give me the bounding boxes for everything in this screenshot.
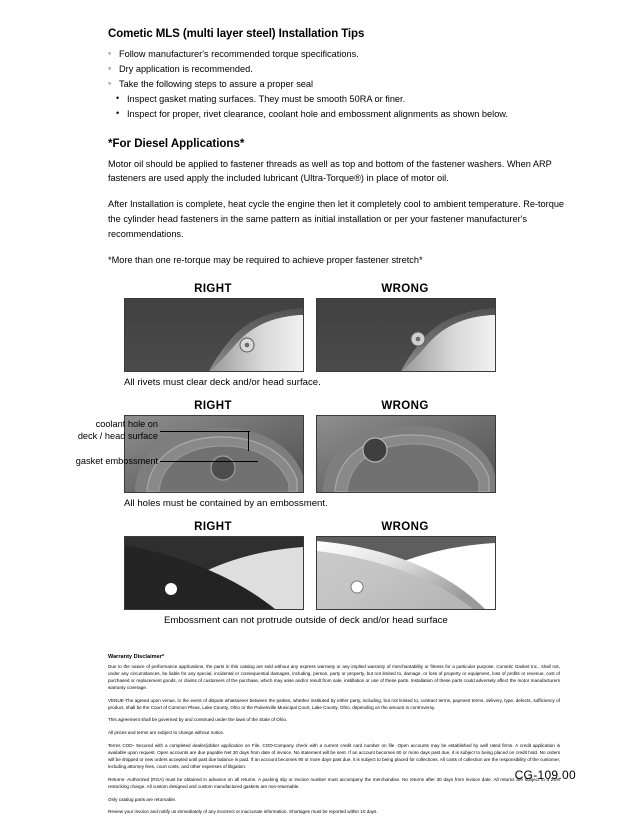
figure-caption-holes: All holes must be contained by an embossment.: [124, 498, 328, 510]
figure-row-holes: [40, 400, 578, 493]
warranty-disclaimer: [108, 654, 560, 816]
callout-line-embossment: [160, 461, 258, 462]
list-item: ◦ Take the following steps to assure a proper seal: [108, 77, 578, 92]
figure-caption-rivets: All rivets must clear deck and/or head surface.: [124, 377, 321, 389]
figure-image-right-protrude: [124, 536, 304, 610]
installation-tips-list: [108, 47, 578, 92]
list-item: • Inspect for proper, rivet clearance, coolant hole and embossment alignments as shown below.: [116, 107, 578, 122]
warranty-paragraph: Review your invoice and notify us immediately of any incorrect or inaccurate information. Shortages must be reported within 10 days.: [108, 809, 378, 815]
callout-line-coolant: [160, 431, 250, 432]
list-item: ◦ Follow manufacturer's recommended torque specifications.: [108, 47, 578, 62]
figure-right-holes: [124, 400, 302, 493]
figure-label-right-3: RIGHT: [194, 521, 232, 534]
figure-image-wrong-holes: [316, 415, 496, 493]
caption-wrap-rivets: [124, 377, 494, 388]
figure-image-wrong-protrude: [316, 536, 496, 610]
warranty-paragraph: Returns- Authorized (RGA) must be obtained in advance on all returns. A packing slip or invoice number must accompany the merchandise. No returns after 30 days from invoice date. All returns are subject to a 25% restocking charge. All custom designed and custom manufactured gaskets are non-returnable.: [108, 776, 560, 789]
diesel-section-heading: *For Diesel Applications*: [108, 137, 245, 150]
document-code: CG-109.00: [514, 768, 576, 782]
callout-gasket-embossment: [58, 455, 158, 467]
warranty-paragraph: Due to the nature of performance applications, the parts in this catalog are sold without any express warranty or any implied warranty of merchantability or fitness for a particular purpose. Cometic Gasket Inc., shall not, under any circumstances, be liable for any special, incidental or consequential damages, including, person, party or property, but not limited to, damage, or loss of property or equipment, loss of profits or revenue, cost of purchased or replacement goods, or claims of customers of the purchase, which may arise and/or result from sale, instillation or use of these parts. Installation of these parts could adversely affect the motor manufacturers warranty coverage.: [108, 664, 560, 690]
figure-row-rivets: [40, 283, 578, 372]
callout-coolant-hole: [18, 418, 158, 443]
callout-coolant-hole-line2: deck / head surface: [77, 431, 158, 442]
caption-wrap-protrude: [164, 615, 504, 626]
list-item: ◦ Dry application is recommended.: [108, 62, 578, 77]
callout-line-coolant-vert: [248, 431, 249, 451]
installation-sub-list: [108, 92, 578, 122]
figure-row-protrude: [40, 521, 578, 610]
figure-right-rivets: [124, 283, 302, 372]
figure-label-wrong-2: WRONG: [381, 400, 429, 413]
list-item: • Inspect gasket mating surfaces. They must be smooth 50RA or finer.: [116, 92, 578, 107]
figure-image-wrong-rivets: [316, 298, 496, 372]
figure-label-wrong: WRONG: [381, 283, 429, 296]
figures-section: [40, 283, 578, 626]
figure-label-right: RIGHT: [194, 283, 232, 296]
warranty-paragraph: VENUE-The agreed upon venue, in the event of dispute whatsoever between the parties, whether instituted by either party, including, but not limited to, contract terms, payment terms, delivery, type, defects, sufficiency of product, shall be the Court of Common Pleas, Lake County, Ohio or the Painesville Municipal Court, Lake County, Ohio, depending on the amount in controversy.: [108, 697, 560, 710]
figure-image-right-rivets: [124, 298, 304, 372]
figure-right-protrude: [124, 521, 302, 610]
diesel-paragraph-2: After Installation is complete, heat cycle the engine then let it completely cool to ambient temperature. Re-torque the cylinder head fasteners in the same pattern as initial installation or per your fastener manufacturer's recommendations.: [108, 199, 565, 240]
figure-label-right-2: RIGHT: [194, 400, 232, 413]
warranty-paragraph: This agreement shall be governed by and construed under the laws of the State of Ohio.: [108, 717, 288, 723]
figure-caption-protrude: Embossment can not protrude outside of deck and/or head surface: [164, 615, 448, 627]
warranty-title: Warranty Disclaimer*: [108, 654, 165, 661]
retorque-note: *More than one re-torque may be required to achieve proper fastener stretch*: [108, 255, 423, 266]
callout-coolant-hole-line1: coolant hole on: [95, 419, 158, 430]
figure-wrong-holes: [316, 400, 494, 493]
diesel-paragraph-1: Motor oil should be applied to fastener threads as well as top and bottom of the fastener washers. When ARP fasteners are used apply the included lubricant (Ultra-Torque®) in place of motor oil.: [108, 158, 552, 184]
warranty-paragraph: Terms COD- Secured with a completed dealer/jobber application on File, COD-Company check with a current credit card number on file. Open accounts may be established by well rated firms. A credit application is available upon request. Open accounts are due payable Net 30 days from date of invoice. No statement will be sent. If an account becomes 60 or more days past due, it is subject to being placed on credit hold. No orders will be shipped or new orders accepted until past due balance is paid. If an account becomes 90 or more days past due, it is subject to being placed for collections. All costs of collection are the responsibility of the customer, including attorney fees, court costs, and other expenses of litigation.: [108, 743, 560, 769]
warranty-paragraph: All prices and terms are subject to change without notice.: [108, 730, 225, 736]
caption-wrap-holes: [124, 498, 494, 509]
warranty-paragraph: Only catalog parts are returnable.: [108, 796, 177, 802]
page-title: Cometic MLS (multi layer steel) Installation Tips: [108, 28, 365, 40]
figure-label-wrong-3: WRONG: [381, 521, 429, 534]
figure-wrong-rivets: [316, 283, 494, 372]
figure-wrong-protrude: [316, 521, 494, 610]
callout-gasket-embossment-text: gasket embossment: [75, 456, 158, 467]
